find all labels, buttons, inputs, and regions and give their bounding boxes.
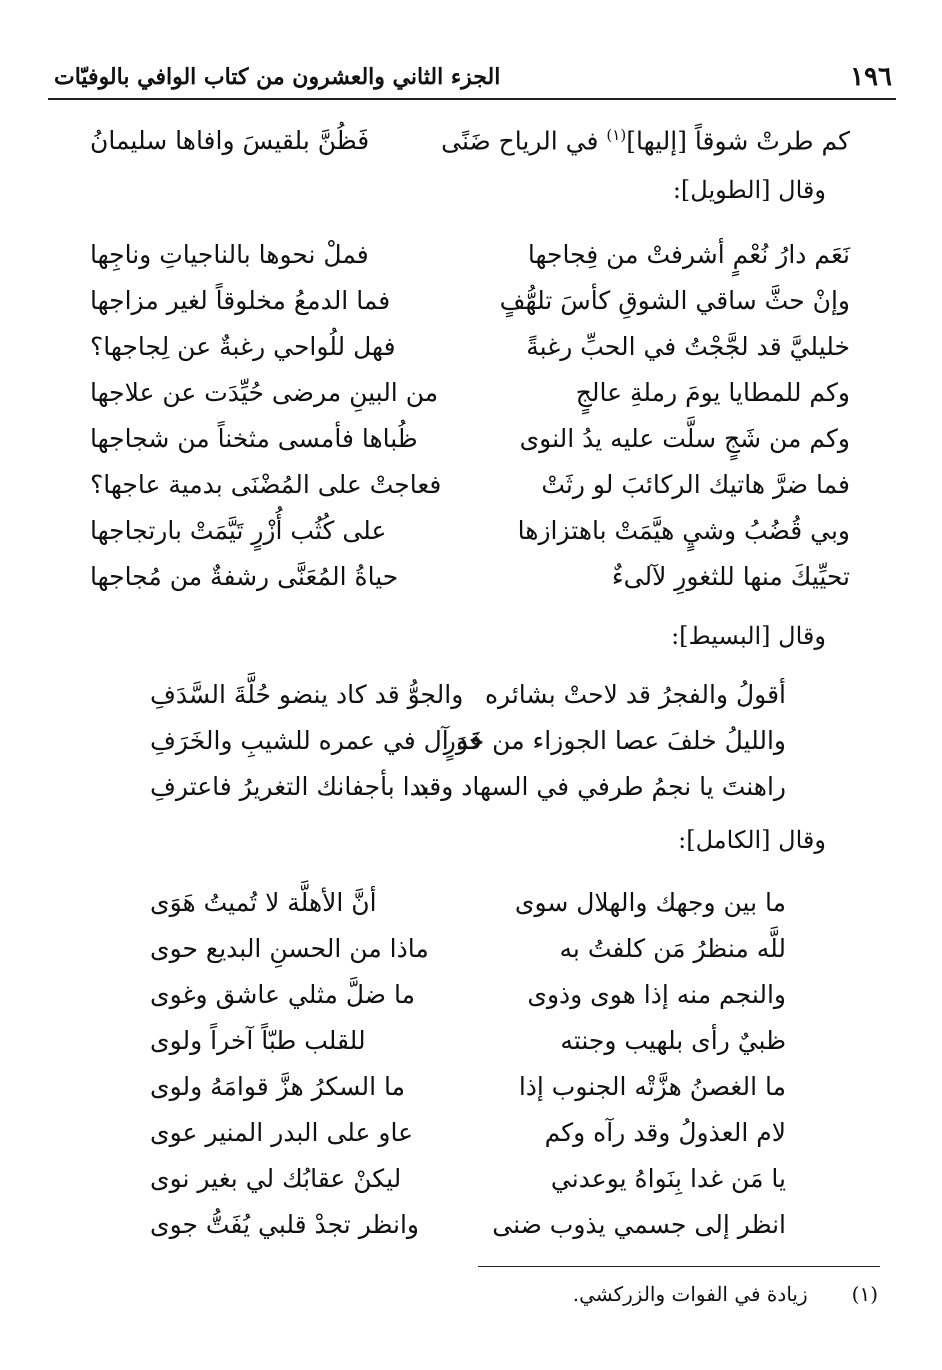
verse-second-hemistich: ما السكرُ هزَّ قوامَهُ ولوى: [150, 1072, 406, 1101]
verse-first-hemistich: وإنْ حثَّ ساقي الشوقِ كأسَ تلهُّفٍ: [499, 286, 850, 315]
verse: [90, 236, 850, 282]
verse-second-hemistich: حياةُ المُعَنَّى رشفةٌ من مُجاجها: [90, 562, 399, 591]
verse: [150, 884, 786, 930]
verse: [90, 282, 850, 328]
verse: [150, 930, 786, 976]
verse-second-hemistich: ما ضلَّ مثلي عاشق وغوى: [150, 980, 415, 1009]
verse: [90, 420, 850, 466]
verse: [150, 1114, 786, 1160]
header-rule: [48, 98, 896, 100]
verse-first-hemistich: وكم للمطايا يومَ رملةِ عالجٍ: [575, 378, 850, 407]
verse-second-hemistich: أنَّ الأهلَّة لا تُميتُ هَوَى: [150, 888, 377, 917]
verse-first-hemistich: وبي قُضُبُ وشيٍ هيَّمَتْ باهتزازها: [517, 516, 850, 545]
verse-second-hemistich: فَظُنَّ بلقيسَ وافاها سليمانُ: [90, 126, 370, 155]
verse-first-hemistich: ما بين وجهك والهلال سوى: [514, 888, 786, 917]
verse: [90, 328, 850, 374]
verse-first-hemistich: راهنتَ يا نجمُ طرفي في السهاد وقد: [416, 772, 786, 801]
verse-second-hemistich: فملْ نحوها بالناجياتِ وناجِها: [90, 240, 369, 269]
verse: [150, 768, 786, 814]
verse-first-hemistich: والليلُ خلفَ عصا الجوزاء من خَوَرٍ: [443, 726, 786, 755]
meter-heading-kamil: وقال [الكامل]:: [678, 826, 826, 854]
hemistich-text-tail: في الرياح ضَنًى: [441, 126, 607, 156]
verse-first-hemistich: فما ضرَّ هاتيك الركائبَ لو رثَتْ: [541, 470, 850, 499]
verse-second-hemistich: للقلب طبّاً آخراً ولوى: [150, 1026, 366, 1055]
verse-first-hemistich: انظر إلى جسمي يذوب ضنى: [492, 1210, 786, 1239]
verse-first-hemistich: ما الغصنُ هزَّتْه الجنوب إذا: [518, 1072, 786, 1101]
footnote-rule: [478, 1266, 880, 1267]
verse: [150, 976, 786, 1022]
footnote-text: زيادة في الفوات والزركشي.: [572, 1282, 808, 1306]
verse-second-hemistich: بدا بأجفانك التغريرُ فاعترفِ: [150, 772, 430, 801]
verse-first-hemistich: وكم من شَجٍ سلَّت عليه يدُ النوى: [519, 424, 850, 453]
verse-first-hemistich: ظبيٌ رأى بلهيب وجنته: [560, 1026, 786, 1055]
verse: [90, 122, 850, 168]
verse: [150, 676, 786, 722]
verse-second-hemistich: ليكنْ عقابُك لي بغير نوى: [150, 1164, 402, 1193]
verse-first-hemistich: يا مَن غدا بِنَواهُ يوعدني: [550, 1164, 786, 1193]
verse: [150, 1160, 786, 1206]
running-title: الجزء الثاني والعشرون من كتاب الوافي بالوفيّات: [54, 64, 501, 90]
verse: [90, 558, 850, 604]
verse: [90, 466, 850, 512]
verse: [150, 722, 786, 768]
verse-first-hemistich: [441, 126, 850, 155]
poem-2: [90, 236, 850, 604]
page-header: [48, 52, 896, 100]
hemistich-text: كم طرتْ شوقاً [إليها]: [626, 126, 850, 156]
verse: [150, 1022, 786, 1068]
verse-first-hemistich: نَعَم دارُ نُعْمٍ أشرفتْ من فِجاجها: [527, 240, 850, 269]
verse-second-hemistich: وانظر تجدْ قلبي يُفَتُّ جوى: [150, 1210, 419, 1239]
footnote-number: (١): [851, 1282, 878, 1306]
verse-second-hemistich: والجوُّ قد كاد ينضو حُلَّةَ السَّدَفِ: [150, 680, 464, 709]
verse-first-hemistich: لام العذولُ وقد رآه وكم: [544, 1118, 786, 1147]
meter-heading-tawil: وقال [الطويل]:: [672, 176, 826, 204]
verse-first-hemistich: والنجم منه إذا هوى وذوى: [527, 980, 786, 1009]
meter-heading-basit: وقال [البسيط]:: [671, 622, 826, 650]
verse-second-hemistich: عاو على البدر المنير عوى: [150, 1118, 414, 1147]
verse-second-hemistich: فعاجتْ على المُضْنَى بدمية عاجها؟: [90, 470, 442, 499]
verse-second-hemistich: ظُباها فأمسى مثخناً من شجاجها: [90, 424, 418, 453]
verse-first-hemistich: أقولُ والفجرُ قد لاحتْ بشائره: [484, 680, 786, 709]
verse-first-hemistich: خليليَّ قد لجَّجْتُ في الحبِّ رغبةً: [526, 332, 850, 361]
poem-3: [150, 676, 786, 814]
page-number: ١٩٦: [850, 62, 892, 92]
verse-second-hemistich: فما الدمعُ مخلوقاً لغير مزاجها: [90, 286, 391, 315]
verse: [150, 1206, 786, 1252]
verse-second-hemistich: فهل للُواحي رغبةٌ عن لِجاجها؟: [90, 332, 396, 361]
verse-second-hemistich: من البينِ مرضى حُيِّدَت عن علاجها: [90, 378, 439, 407]
verse: [90, 374, 850, 420]
verse-second-hemistich: ماذا من الحسنِ البديع حوى: [150, 934, 429, 963]
verse-first-hemistich: تحيِّيكَ منها للثغورِ لآلىءٌ: [611, 562, 850, 591]
poem-4: [150, 884, 786, 1252]
footnote-mark: (١): [606, 126, 627, 144]
verse: [90, 512, 850, 558]
footnote: [573, 1282, 878, 1306]
verse-second-hemistich: على كُثُب أُزْرٍ تَيَّمَتْ بارتجاجها: [90, 516, 387, 545]
verse: [150, 1068, 786, 1114]
verse-first-hemistich: للَّه منظرُ مَن كلفتُ به: [559, 934, 786, 963]
verse-second-hemistich: قد آل في عمره للشيبِ والخَرَفِ: [150, 726, 482, 755]
poem-1: [90, 122, 850, 168]
